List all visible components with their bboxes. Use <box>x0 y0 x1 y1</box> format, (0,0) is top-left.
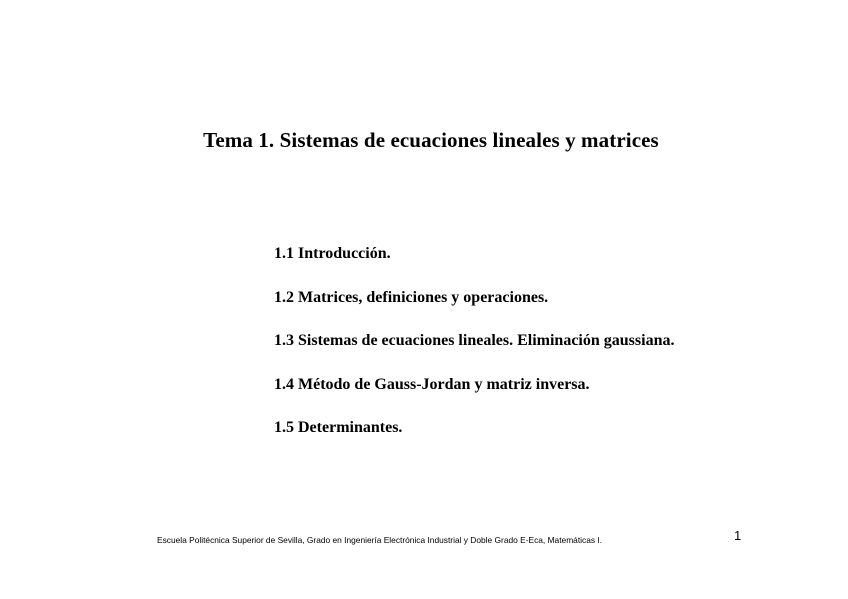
toc-item-1-4: 1.4 Método de Gauss-Jordan y matriz inversa. <box>274 375 590 393</box>
toc-item-1-5: 1.5 Determinantes. <box>274 419 403 437</box>
table-of-contents <box>274 242 674 460</box>
page-number: 1 <box>734 528 742 543</box>
toc-item-1-2: 1.2 Matrices, definiciones y operaciones. <box>274 288 549 306</box>
toc-item-1-3: 1.3 Sistemas de ecuaciones lineales. Eliminación gaussiana. <box>274 332 675 350</box>
footer-text: Escuela Politécnica Superior de Sevilla, Grado en Ingeniería Electrónica Industrial y Doble Grado E-Eca, Matemáticas I. <box>157 535 603 545</box>
toc-item-1-1: 1.1 Introducción. <box>274 245 391 262</box>
slide-title: Tema 1. Sistemas de ecuaciones lineales y matrices <box>203 128 659 152</box>
